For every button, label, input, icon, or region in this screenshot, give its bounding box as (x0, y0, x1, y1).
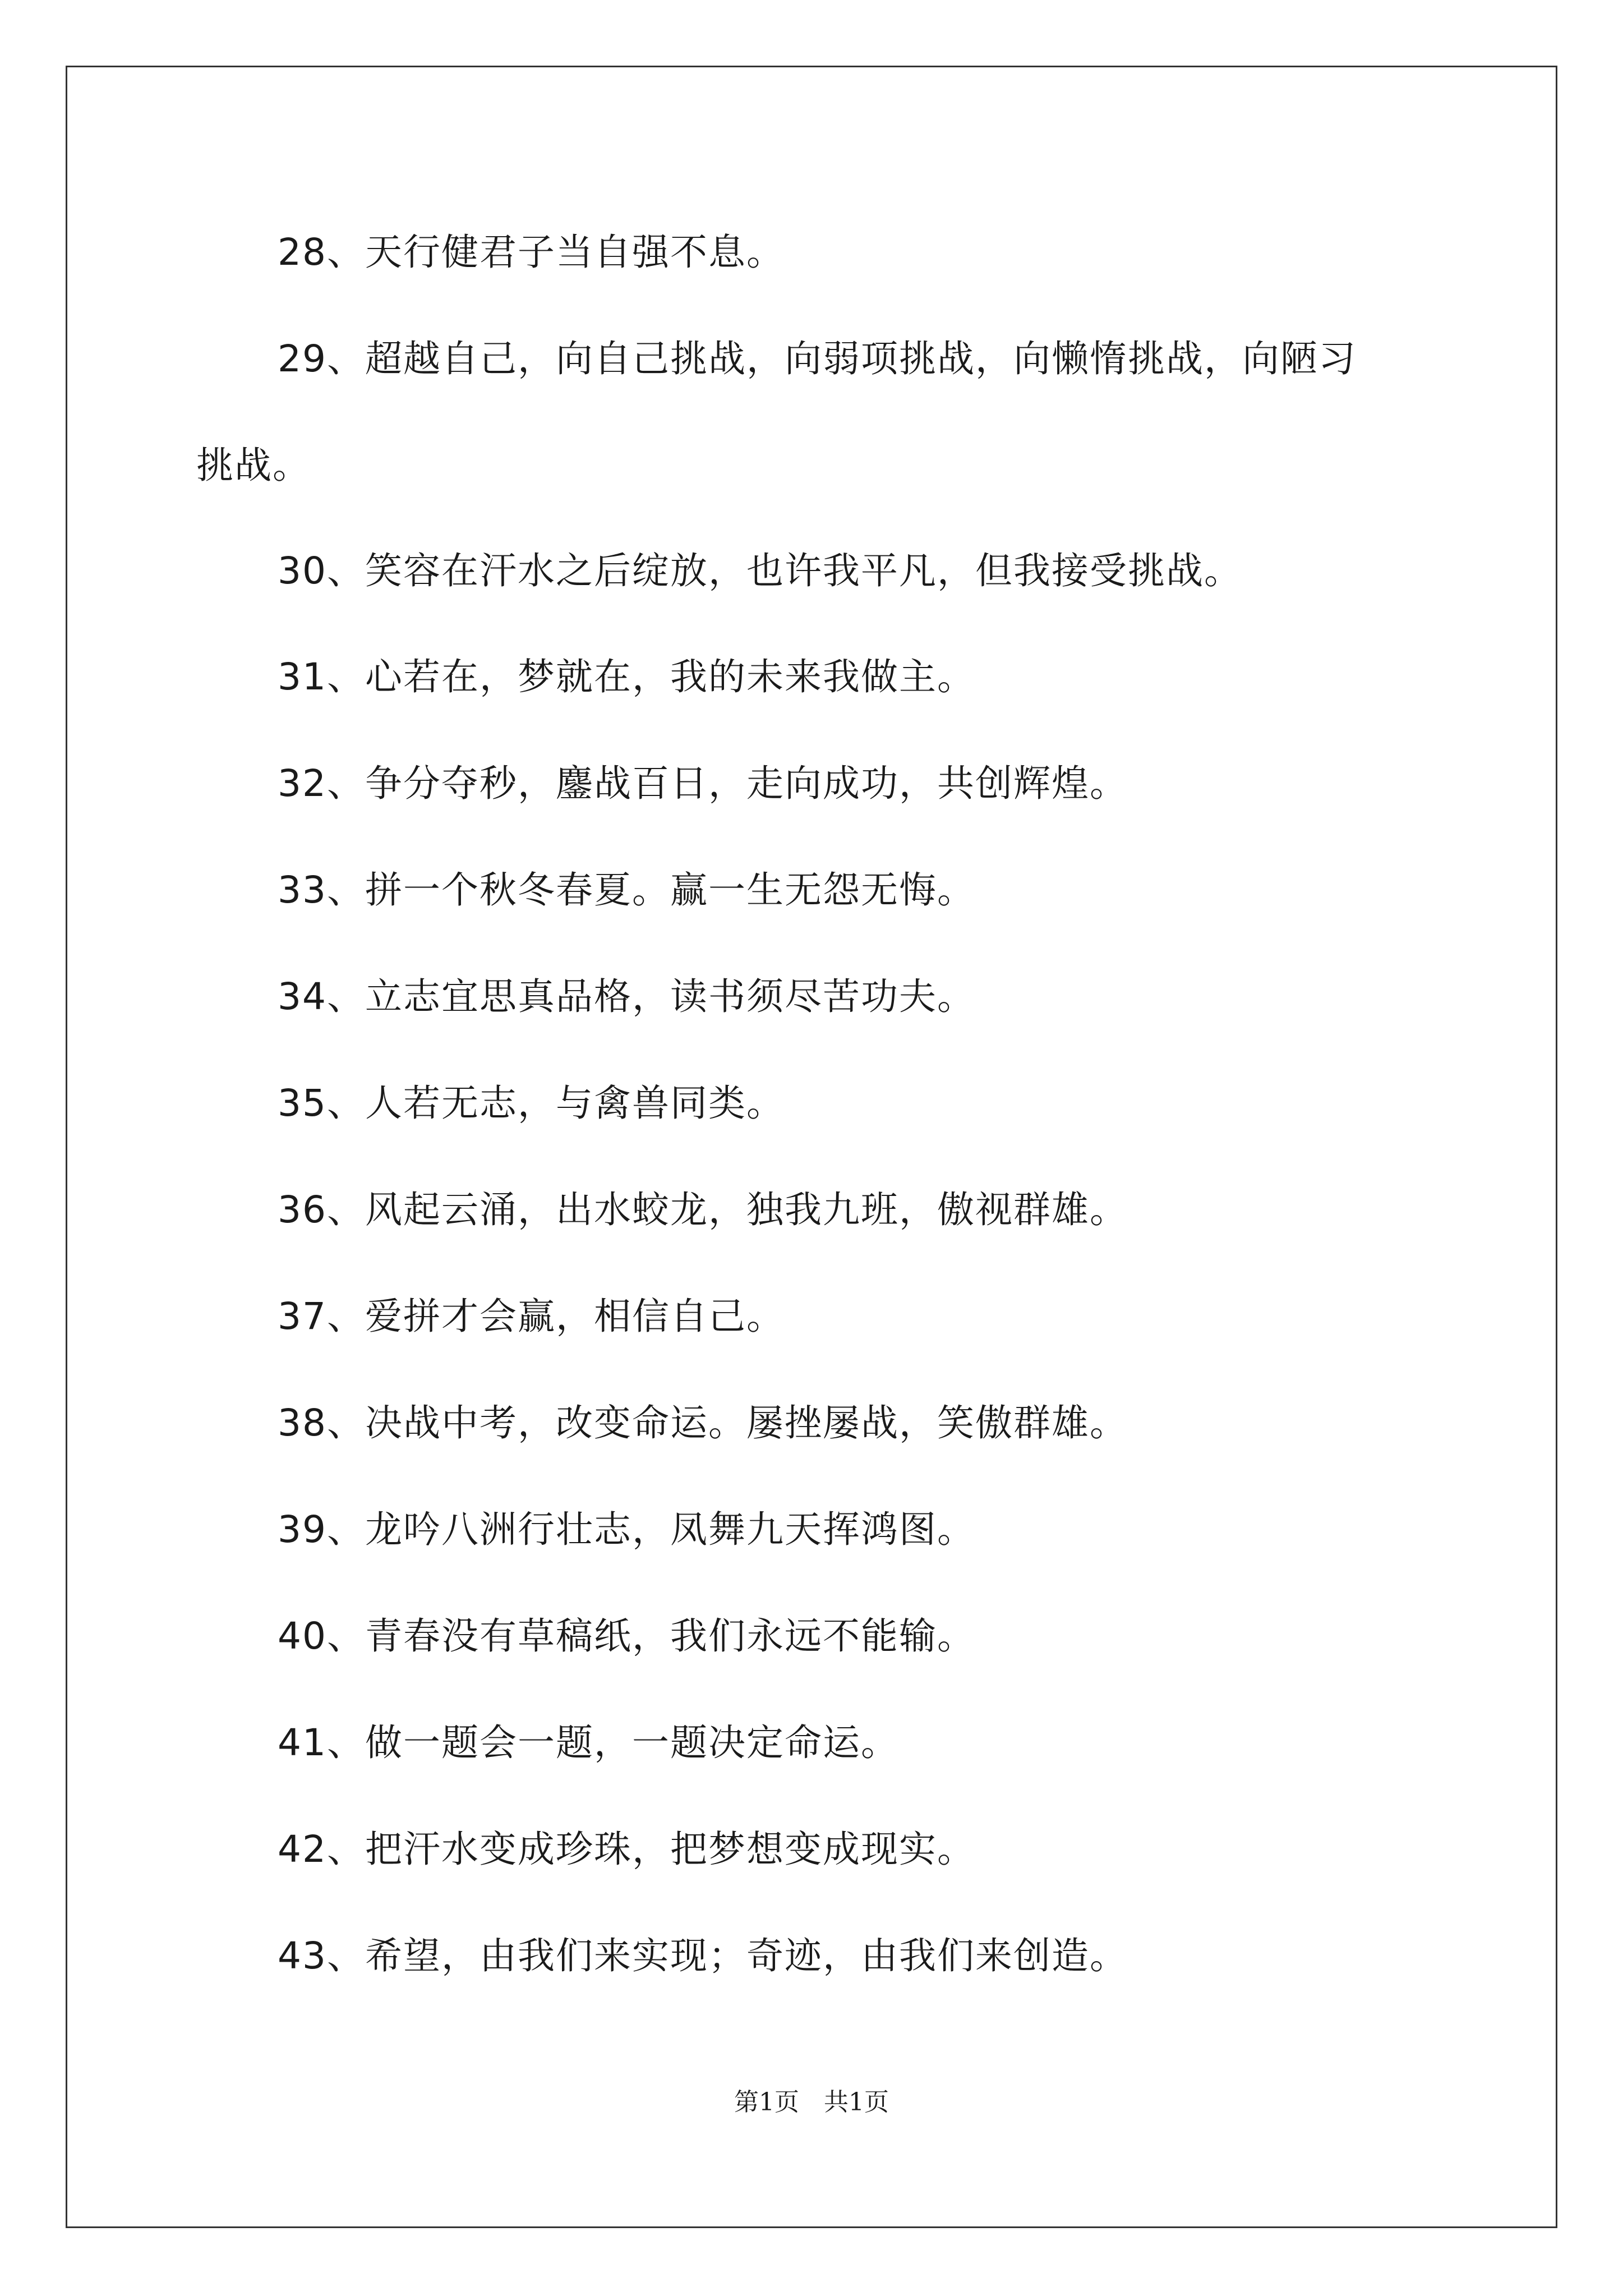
paragraph-35: 35、人若无志，与禽兽同类。 (278, 1082, 785, 1125)
paragraph-33: 33、拼一个秋冬春夏。赢一生无怨无悔。 (278, 868, 975, 912)
paragraph-41: 41、做一题会一题，一题决定命运。 (278, 1721, 899, 1764)
paragraph-31: 31、心若在，梦就在，我的未来我做主。 (278, 655, 975, 698)
paragraph-29-continued: 挑战。 (196, 444, 311, 487)
page-number-footer: 第1页 共1页 (734, 2088, 889, 2116)
paragraph-36: 36、风起云涌，出水蛟龙，独我九班，傲视群雄。 (278, 1188, 1128, 1231)
page-border (66, 66, 1557, 2228)
paragraph-40: 40、青春没有草稿纸，我们永远不能输。 (278, 1614, 975, 1658)
paragraph-32: 32、争分夺秒，鏖战百日，走向成功，共创辉煌。 (278, 762, 1128, 805)
paragraph-34: 34、立志宜思真品格，读书须尽苦功夫。 (278, 975, 975, 1018)
paragraph-30: 30、笑容在汗水之后绽放，也许我平凡，但我接受挑战。 (278, 549, 1242, 592)
paragraph-37: 37、爱拼才会赢，相信自己。 (278, 1295, 785, 1338)
paragraph-43: 43、希望，由我们来实现；奇迹，由我们来创造。 (278, 1934, 1128, 1977)
paragraph-39: 39、龙吟八洲行壮志，凤舞九天挥鸿图。 (278, 1508, 975, 1551)
paragraph-42: 42、把汗水变成珍珠，把梦想变成现实。 (278, 1828, 975, 1871)
paragraph-28: 28、天行健君子当自强不息。 (278, 231, 785, 274)
paragraph-38: 38、决战中考，改变命运。屡挫屡战，笑傲群雄。 (278, 1401, 1128, 1444)
paragraph-29: 29、超越自己，向自己挑战，向弱项挑战，向懒惰挑战，向陋习 (278, 337, 1357, 380)
